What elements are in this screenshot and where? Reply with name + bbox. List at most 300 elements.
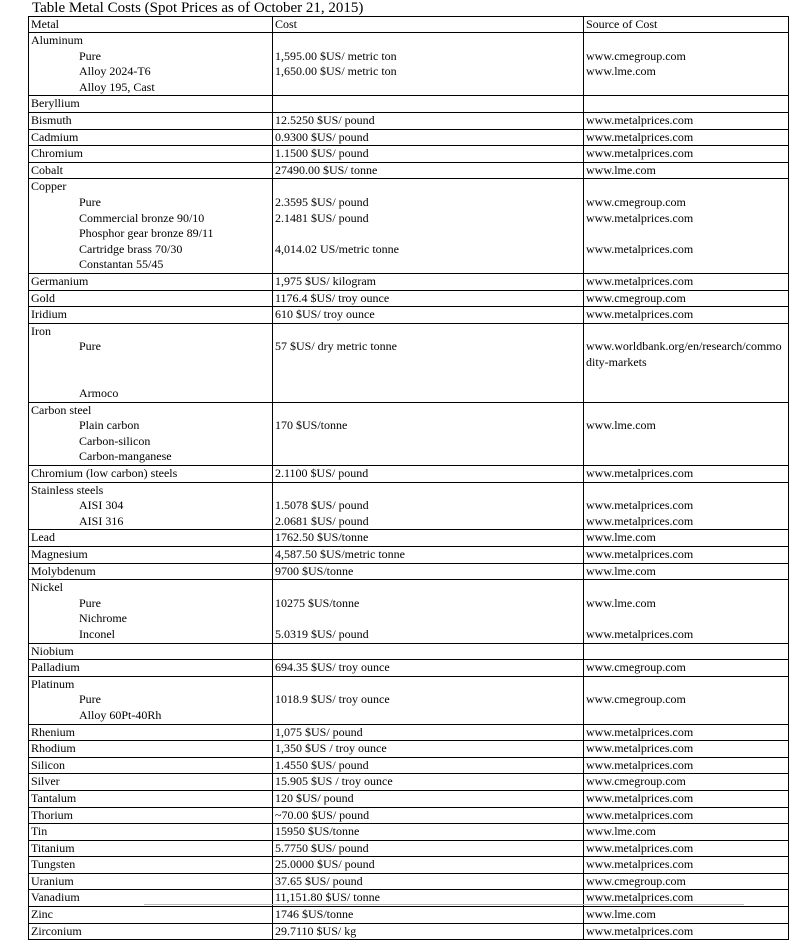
- cost-value: [275, 33, 581, 49]
- source-cell: [584, 273, 789, 290]
- source-value: www.metalprices.com: [586, 840, 694, 855]
- source-value: www.lme.com: [586, 907, 656, 922]
- metal-name: Palladium: [31, 660, 80, 675]
- cost-value: 5.7750 $US/ pound: [275, 840, 369, 855]
- table-row: [29, 741, 789, 758]
- metal-cell: [29, 580, 273, 643]
- cost-value: 1176.4 $US/ troy ounce: [275, 290, 390, 305]
- source-cell: [584, 96, 789, 113]
- table-row: [29, 873, 789, 890]
- source-value: [586, 483, 786, 499]
- cost-value: 610 $US/ troy ounce: [275, 307, 375, 322]
- source-value: [586, 403, 786, 419]
- cost-cell: [273, 96, 584, 113]
- metal-cell: [29, 774, 273, 791]
- cost-cell: [273, 112, 584, 129]
- metal-cell: [29, 112, 273, 129]
- metal-name: Gold: [31, 290, 55, 305]
- cost-value: 4,587.50 $US/metric tonne: [275, 547, 405, 561]
- metal-name: Platinum: [31, 676, 75, 691]
- source-value: [586, 33, 786, 49]
- table-row: [29, 676, 789, 724]
- cost-cell: [273, 923, 584, 940]
- source-cell: [584, 146, 789, 163]
- source-value: www.lme.com: [586, 595, 656, 610]
- metal-cell: [29, 290, 273, 307]
- cost-cell: [273, 580, 584, 643]
- source-cell: [584, 530, 789, 547]
- cost-value: 10275 $US/tonne: [275, 595, 360, 610]
- cost-cell: [273, 857, 584, 874]
- source-cell: [584, 323, 789, 402]
- table-row: [29, 146, 789, 163]
- source-cell: [584, 923, 789, 940]
- cost-value: 1746 $US/tonne: [275, 907, 354, 922]
- cost-value: 37.65 $US/ pound: [275, 873, 363, 888]
- metal-subtype: Alloy 60Pt-40Rh: [79, 707, 162, 722]
- metal-name: Chromium (low carbon) steels: [31, 466, 178, 481]
- cost-cell: [273, 162, 584, 179]
- metal-cell: [29, 402, 273, 465]
- source-value: www.metalprices.com: [586, 923, 694, 938]
- metal-name: Tantalum: [31, 790, 77, 805]
- source-cell: [584, 33, 789, 96]
- metal-cell: [29, 790, 273, 807]
- metal-subtype: Constantan 55/45: [79, 257, 164, 272]
- metal-cell: [29, 840, 273, 857]
- metal-subtype: Carbon-silicon: [79, 433, 151, 448]
- table-row: [29, 757, 789, 774]
- table-row: [29, 96, 789, 113]
- source-value: [586, 80, 786, 96]
- metal-cell: [29, 179, 273, 274]
- metal-subtype: Armoco: [79, 386, 119, 401]
- source-cell: [584, 162, 789, 179]
- source-value: www.lme.com: [586, 530, 656, 545]
- metal-cell: [29, 660, 273, 677]
- cost-value: 170 $US/tonne: [275, 418, 348, 433]
- table-row: [29, 307, 789, 324]
- metal-subtype: Pure: [79, 595, 101, 610]
- source-cell: [584, 907, 789, 924]
- table-row: [29, 33, 789, 96]
- metal-subtype: Commercial bronze 90/10: [79, 210, 205, 225]
- cost-value: 9700 $US/tonne: [275, 563, 354, 578]
- source-value: www.cmegroup.com: [586, 48, 686, 63]
- metal-name: Bismuth: [31, 112, 72, 127]
- metal-name: Germanium: [31, 273, 89, 288]
- cost-value: 5.0319 $US/ pound: [275, 626, 369, 641]
- source-value: www.lme.com: [586, 162, 656, 177]
- cost-cell: [273, 873, 584, 890]
- source-cell: [584, 482, 789, 530]
- header-metal: Metal: [29, 17, 273, 33]
- table-row: [29, 547, 789, 564]
- metal-name: Iron: [31, 323, 51, 338]
- cost-value: [275, 580, 581, 596]
- metal-cell: [29, 676, 273, 724]
- metal-cell: [29, 162, 273, 179]
- source-value: [586, 644, 786, 660]
- metal-subtype: [31, 370, 270, 386]
- metal-name: Chromium: [31, 146, 84, 161]
- cost-cell: [273, 757, 584, 774]
- metal-cell: [29, 33, 273, 96]
- table-row: [29, 563, 789, 580]
- cost-value: 1,075 $US/ pound: [275, 724, 363, 739]
- metal-cell: [29, 482, 273, 530]
- cost-cell: [273, 824, 584, 841]
- source-cell: [584, 547, 789, 564]
- source-value: www.lme.com: [586, 64, 656, 79]
- source-value: [586, 708, 786, 724]
- table-row: [29, 402, 789, 465]
- metal-name: Zinc: [31, 907, 53, 922]
- table-row: [29, 179, 789, 274]
- table-row: [29, 482, 789, 530]
- metal-cell: [29, 757, 273, 774]
- source-value: [586, 179, 786, 195]
- metal-name: Tin: [31, 824, 48, 839]
- metal-subtype: Pure: [79, 48, 101, 63]
- cost-value: 4,014.02 US/metric tonne: [275, 241, 399, 256]
- cost-value: 1.1500 $US/ pound: [275, 146, 369, 161]
- metal-subtype: Nichrome: [79, 611, 127, 626]
- metal-subtype: AISI 304: [79, 498, 124, 513]
- source-value: www.metalprices.com: [586, 146, 694, 161]
- source-value: [586, 324, 786, 340]
- source-cell: [584, 840, 789, 857]
- metal-subtype: Carbon-manganese: [79, 449, 172, 464]
- cost-value: 1018.9 $US/ troy ounce: [275, 692, 390, 707]
- cost-value: 12.5250 $US/ pound: [275, 112, 375, 127]
- metal-name: Silicon: [31, 757, 66, 772]
- source-cell: [584, 580, 789, 643]
- cost-cell: [273, 741, 584, 758]
- metal-name: Magnesium: [31, 547, 88, 561]
- table-row: [29, 580, 789, 643]
- cost-cell: [273, 660, 584, 677]
- cost-cell: [273, 402, 584, 465]
- metal-cell: [29, 824, 273, 841]
- cost-cell: [273, 33, 584, 96]
- cost-value: [275, 257, 581, 273]
- cost-value: ~70.00 $US/ pound: [275, 807, 370, 822]
- cost-cell: [273, 323, 584, 402]
- table-row: [29, 840, 789, 857]
- metal-subtype: Phosphor gear bronze 89/11: [79, 226, 214, 241]
- source-value: www.metalprices.com: [586, 307, 694, 322]
- source-value: www.cmegroup.com: [586, 692, 686, 707]
- cost-value: 694.35 $US/ troy ounce: [275, 660, 390, 675]
- cost-value: 120 $US/ pound: [275, 790, 354, 805]
- metal-name: Rhodium: [31, 741, 76, 756]
- source-value: www.metalprices.com: [586, 626, 694, 641]
- cost-cell: [273, 676, 584, 724]
- metal-costs-table: [28, 16, 789, 940]
- source-cell: [584, 179, 789, 274]
- metal-cell: [29, 923, 273, 940]
- cost-cell: [273, 907, 584, 924]
- table-title: Table Metal Costs (Spot Prices as of October 21, 2015): [32, 0, 364, 16]
- table-row: [29, 774, 789, 791]
- cost-cell: [273, 307, 584, 324]
- source-value: www.metalprices.com: [586, 857, 694, 872]
- table-row: [29, 824, 789, 841]
- metal-name: Rhenium: [31, 724, 75, 739]
- cost-cell: [273, 129, 584, 146]
- metal-name: Stainless steels: [31, 482, 104, 497]
- metal-name: Carbon steel: [31, 402, 92, 417]
- metal-name: Aluminum: [31, 33, 84, 47]
- metal-name: Iridium: [31, 307, 67, 322]
- source-cell: [584, 757, 789, 774]
- cost-cell: [273, 273, 584, 290]
- table-row: [29, 923, 789, 940]
- metal-cell: [29, 724, 273, 741]
- metal-subtype: Alloy 195, Cast: [79, 79, 155, 94]
- table-row: [29, 162, 789, 179]
- cost-cell: [273, 290, 584, 307]
- source-cell: [584, 129, 789, 146]
- source-value: [586, 257, 786, 273]
- source-cell: [584, 307, 789, 324]
- metal-subtype: Pure: [79, 692, 101, 707]
- source-cell: [584, 290, 789, 307]
- cost-value: 2.0681 $US/ pound: [275, 513, 369, 528]
- metal-name: Vanadium: [31, 890, 80, 905]
- cost-value: [275, 80, 581, 96]
- metal-name: Uranium: [31, 873, 74, 888]
- cost-value: [275, 708, 581, 724]
- table-row: [29, 273, 789, 290]
- source-value: [586, 96, 786, 112]
- cost-cell: [273, 790, 584, 807]
- source-value: [586, 677, 786, 693]
- source-value: www.metalprices.com: [586, 741, 694, 756]
- table-row: [29, 530, 789, 547]
- metal-subtype: AISI 316: [79, 513, 124, 528]
- source-value: www.cmegroup.com: [586, 774, 686, 789]
- cost-value: 25.0000 $US/ pound: [275, 857, 375, 872]
- metal-name: Beryllium: [31, 96, 80, 111]
- source-cell: [584, 824, 789, 841]
- cost-value: [275, 96, 581, 112]
- source-value: www.metalprices.com: [586, 790, 694, 805]
- source-value: www.cmegroup.com: [586, 290, 686, 305]
- source-value: www.cmegroup.com: [586, 873, 686, 888]
- table-row: [29, 907, 789, 924]
- metal-name: Lead: [31, 530, 55, 545]
- table-row: [29, 290, 789, 307]
- cost-value: [275, 403, 581, 419]
- cost-value: 1,595.00 $US/ metric ton: [275, 48, 397, 63]
- source-value: www.metalprices.com: [586, 890, 694, 905]
- metal-subtype: Plain carbon: [79, 418, 140, 433]
- source-cell: [584, 660, 789, 677]
- header-source: Source of Cost: [584, 17, 789, 33]
- source-value: www.metalprices.com: [586, 466, 694, 481]
- source-value: www.metalprices.com: [586, 513, 694, 528]
- source-cell: [584, 774, 789, 791]
- metal-name: Copper: [31, 179, 67, 194]
- cost-cell: [273, 643, 584, 660]
- table-row: [29, 112, 789, 129]
- cost-value: 2.1100 $US/ pound: [275, 466, 369, 481]
- source-value: www.metalprices.com: [586, 129, 694, 144]
- cost-value: [275, 434, 581, 450]
- metal-cell: [29, 129, 273, 146]
- metal-subtype: Inconel: [79, 626, 115, 641]
- metal-cell: [29, 307, 273, 324]
- source-cell: [584, 466, 789, 483]
- cost-value: 11,151.80 $US/ tonne: [275, 890, 380, 905]
- cost-value: 15950 $US/tonne: [275, 824, 360, 839]
- metal-name: Cobalt: [31, 162, 63, 177]
- source-value: www.metalprices.com: [586, 807, 694, 822]
- source-cell: [584, 873, 789, 890]
- source-value: [586, 449, 786, 465]
- source-value: [586, 386, 786, 402]
- cost-cell: [273, 530, 584, 547]
- table-row: [29, 790, 789, 807]
- table-row: [29, 807, 789, 824]
- cost-value: 57 $US/ dry metric tonne: [275, 339, 397, 354]
- source-cell: [584, 112, 789, 129]
- source-cell: [584, 402, 789, 465]
- metal-name: Niobium: [31, 643, 74, 658]
- metal-cell: [29, 547, 273, 564]
- source-cell: [584, 563, 789, 580]
- source-value: www.lme.com: [586, 418, 656, 433]
- metal-cell: [29, 807, 273, 824]
- cost-value: 1,975 $US/ kilogram: [275, 273, 376, 288]
- source-value: [586, 370, 786, 386]
- cost-cell: [273, 146, 584, 163]
- source-value: [586, 611, 786, 627]
- metal-name: Molybdenum: [31, 563, 96, 578]
- source-value: www.metalprices.com: [586, 273, 694, 288]
- metal-name: Thorium: [31, 807, 73, 822]
- cost-value: [275, 611, 581, 627]
- cost-value: [275, 483, 581, 499]
- metal-subtype: Alloy 2024-T6: [79, 64, 151, 79]
- source-value: www.metalprices.com: [586, 724, 694, 739]
- metal-subtype: Pure: [79, 194, 101, 209]
- table-row: [29, 660, 789, 677]
- source-value: www.metalprices.com: [586, 112, 694, 127]
- table-row: [29, 643, 789, 660]
- source-value: www.worldbank.org/en/research/commodity-markets: [586, 339, 782, 369]
- metal-name: Zirconium: [31, 923, 82, 938]
- cost-value: 1.4550 $US/ pound: [275, 757, 369, 772]
- source-value: [586, 580, 786, 596]
- table-row: [29, 724, 789, 741]
- header-cost: Cost: [273, 17, 584, 33]
- cost-value: [275, 226, 581, 242]
- cost-value: [275, 370, 581, 386]
- source-cell: [584, 724, 789, 741]
- source-cell: [584, 643, 789, 660]
- cost-value: 1.5078 $US/ pound: [275, 498, 369, 513]
- cost-cell: [273, 466, 584, 483]
- source-cell: [584, 676, 789, 724]
- metal-name: Titanium: [31, 840, 75, 855]
- metal-subtype: Cartridge brass 70/30: [79, 241, 183, 256]
- source-value: www.cmegroup.com: [586, 660, 686, 675]
- cost-cell: [273, 774, 584, 791]
- source-value: www.metalprices.com: [586, 498, 694, 513]
- cost-cell: [273, 179, 584, 274]
- cost-value: [275, 644, 581, 660]
- metal-cell: [29, 643, 273, 660]
- metal-cell: [29, 323, 273, 402]
- cost-value: [275, 179, 581, 195]
- source-cell: [584, 790, 789, 807]
- cost-value: 2.1481 $US/ pound: [275, 210, 369, 225]
- cost-cell: [273, 724, 584, 741]
- header-row: [29, 17, 789, 33]
- cost-value: [275, 386, 581, 402]
- metal-cell: [29, 96, 273, 113]
- source-value: [586, 226, 786, 242]
- table-row: [29, 323, 789, 402]
- cost-cell: [273, 840, 584, 857]
- metal-name: Cadmium: [31, 129, 79, 144]
- metal-name: Silver: [31, 774, 60, 789]
- cost-value: [275, 677, 581, 693]
- metal-cell: [29, 466, 273, 483]
- metal-name: Nickel: [31, 580, 63, 595]
- cost-cell: [273, 563, 584, 580]
- metal-cell: [29, 907, 273, 924]
- cost-value: 1,650.00 $US/ metric ton: [275, 64, 397, 79]
- source-cell: [584, 857, 789, 874]
- metal-cell: [29, 857, 273, 874]
- source-cell: [584, 807, 789, 824]
- cost-value: 15.905 $US / troy ounce: [275, 774, 393, 789]
- page-footer-rule: [144, 904, 744, 905]
- metal-cell: [29, 873, 273, 890]
- source-value: www.metalprices.com: [586, 210, 694, 225]
- cost-cell: [273, 482, 584, 530]
- metal-cell: [29, 530, 273, 547]
- source-value: www.metalprices.com: [586, 757, 694, 772]
- source-value: [586, 434, 786, 450]
- cost-value: [275, 449, 581, 465]
- cost-value: 2.3595 $US/ pound: [275, 194, 369, 209]
- source-value: www.lme.com: [586, 563, 656, 578]
- cost-value: 1,350 $US / troy ounce: [275, 741, 387, 756]
- source-cell: [584, 741, 789, 758]
- metal-name: Tungsten: [31, 857, 76, 872]
- source-value: www.lme.com: [586, 824, 656, 839]
- cost-value: 29.7110 $US/ kg: [275, 923, 357, 938]
- metal-cell: [29, 563, 273, 580]
- cost-value: [275, 324, 581, 340]
- source-value: www.metalprices.com: [586, 241, 694, 256]
- cost-value: 1762.50 $US/tonne: [275, 530, 369, 545]
- metal-cell: [29, 741, 273, 758]
- source-value: www.cmegroup.com: [586, 194, 686, 209]
- metal-cell: [29, 146, 273, 163]
- cost-value: 27490.00 $US/ tonne: [275, 162, 378, 177]
- table-row: [29, 466, 789, 483]
- cost-cell: [273, 807, 584, 824]
- metal-subtype: Pure: [79, 339, 101, 354]
- table-row: [29, 857, 789, 874]
- metal-cell: [29, 273, 273, 290]
